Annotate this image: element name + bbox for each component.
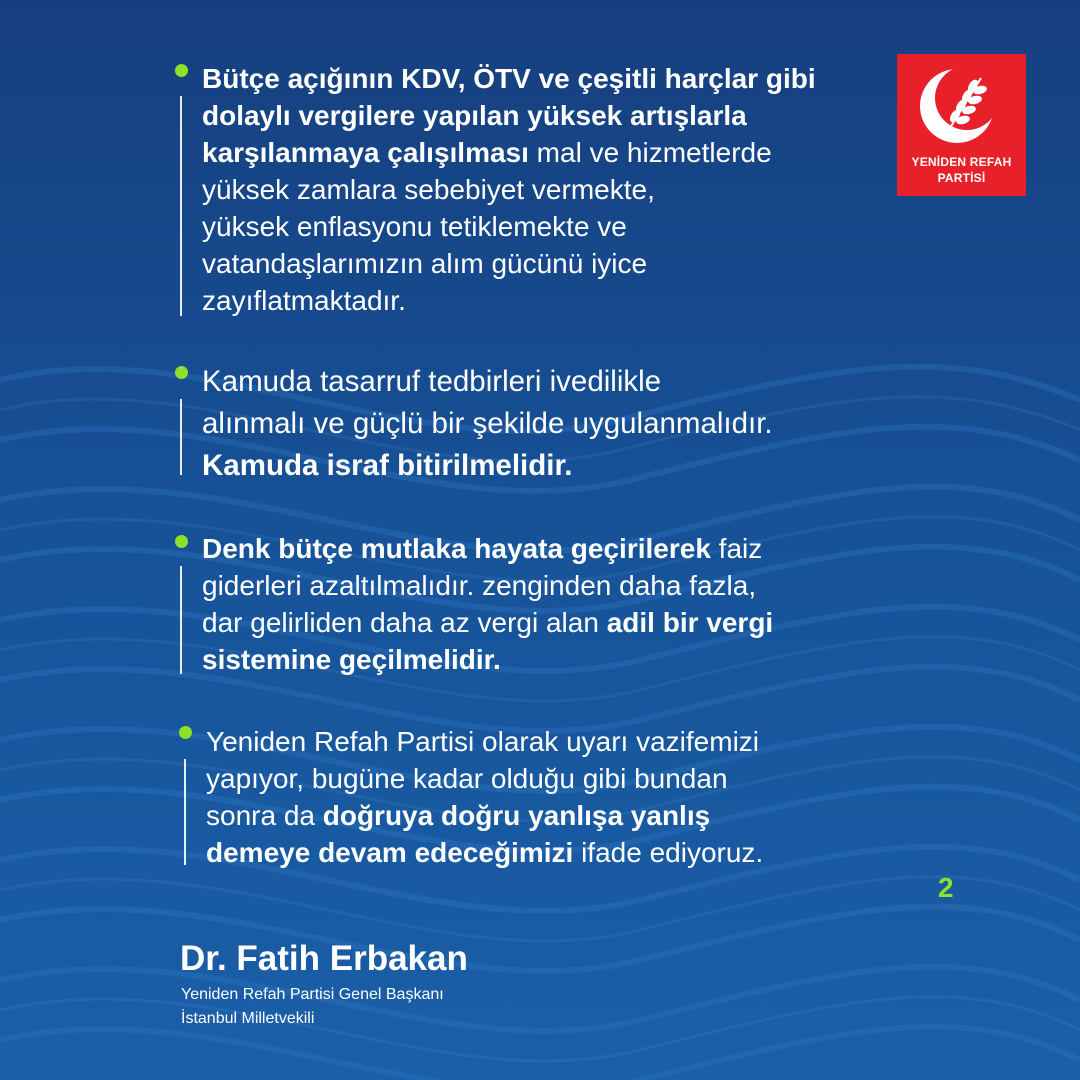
paragraph-line — [202, 171, 816, 208]
paragraph-line — [202, 445, 773, 487]
bold-text-run: Denk bütçe mutlaka hayata geçirilerek — [202, 533, 711, 564]
paragraph-line — [206, 723, 763, 760]
bold-text-run: Bütçe açığının KDV, ÖTV ve çeşitli harçlar gibi — [202, 63, 816, 94]
bullet-dot — [175, 64, 188, 77]
bullet-dot — [175, 366, 188, 379]
bold-text-run: sistemine geçilmelidir. — [202, 644, 501, 675]
bold-text-run: doğruya doğru yanlışa yanlış — [322, 800, 711, 831]
bullet-paragraph-4 — [206, 723, 763, 871]
text-run: alınmalı ve güçlü bir şekilde uygulanmalıdır. — [202, 407, 773, 440]
logo-text-line1: YENİDEN REFAH — [911, 155, 1012, 169]
paragraph-line — [202, 208, 816, 245]
paragraph-line — [202, 97, 816, 134]
signature-name: Dr. Fatih Erbakan — [180, 939, 468, 978]
bullet-paragraph-1 — [202, 60, 816, 319]
logo-text-line2: PARTİSİ — [937, 171, 986, 185]
bullet-dot — [179, 726, 192, 739]
bold-text-run: Kamuda israf bitirilmelidir. — [202, 449, 573, 482]
text-run: yüksek zamlara sebebiyet vermekte, — [202, 174, 655, 205]
bold-text-run: adil bir vergi — [606, 607, 774, 638]
paragraph-line — [202, 641, 773, 678]
paragraph-line — [202, 604, 773, 641]
paragraph-line — [202, 134, 816, 171]
signature-title: Yeniden Refah Partisi Genel Başkanı — [181, 986, 444, 1003]
text-run: Kamuda tasarruf tedbirleri ivedilikle — [202, 365, 662, 398]
signature-subtitle: İstanbul Milletvekili — [181, 1010, 315, 1027]
paragraph-line — [202, 361, 773, 403]
paragraph-line — [206, 834, 763, 871]
text-run: ifade ediyoruz. — [573, 837, 764, 868]
bullet-divider — [184, 759, 186, 865]
bold-text-run: demeye devam edeceğimizi — [206, 837, 574, 868]
text-run: vatandaşlarımızın alım gücünü iyice — [202, 248, 648, 279]
party-logo — [897, 54, 1026, 196]
paragraph-line — [202, 530, 773, 567]
bullet-divider — [180, 399, 182, 475]
text-run: mal ve hizmetlerde — [528, 137, 772, 168]
text-run: dar gelirliden daha az vergi alan — [202, 607, 607, 638]
paragraph-line — [202, 403, 773, 445]
paragraph-line — [206, 797, 763, 834]
page-number: 2 — [938, 872, 954, 903]
text-run: yapıyor, bugüne kadar olduğu gibi bundan — [206, 763, 728, 794]
bullet-paragraph-2 — [202, 361, 773, 487]
bullet-paragraph-3 — [202, 530, 773, 678]
bullet-dot — [175, 535, 188, 548]
paragraph-line — [202, 60, 816, 97]
paragraph-line — [202, 567, 773, 604]
crescent-wheat-icon — [897, 54, 1026, 154]
text-run: yüksek enflasyonu tetiklemekte ve — [202, 211, 627, 242]
text-run: Yeniden Refah Partisi olarak uyarı vazifemizi — [206, 726, 760, 757]
paragraph-line — [206, 760, 763, 797]
text-run: faiz — [710, 533, 763, 564]
text-run: giderleri azaltılmalıdır. zenginden daha fazla, — [202, 570, 757, 601]
paragraph-line — [202, 282, 816, 319]
text-run: zayıflatmaktadır. — [202, 285, 406, 316]
text-run: sonra da — [206, 800, 323, 831]
bullet-divider — [180, 566, 182, 674]
bold-text-run: dolaylı vergilere yapılan yüksek artışlarla — [202, 100, 747, 131]
paragraph-line — [202, 245, 816, 282]
bullet-divider — [180, 96, 182, 316]
bold-text-run: karşılanmaya çalışılması — [202, 137, 529, 168]
